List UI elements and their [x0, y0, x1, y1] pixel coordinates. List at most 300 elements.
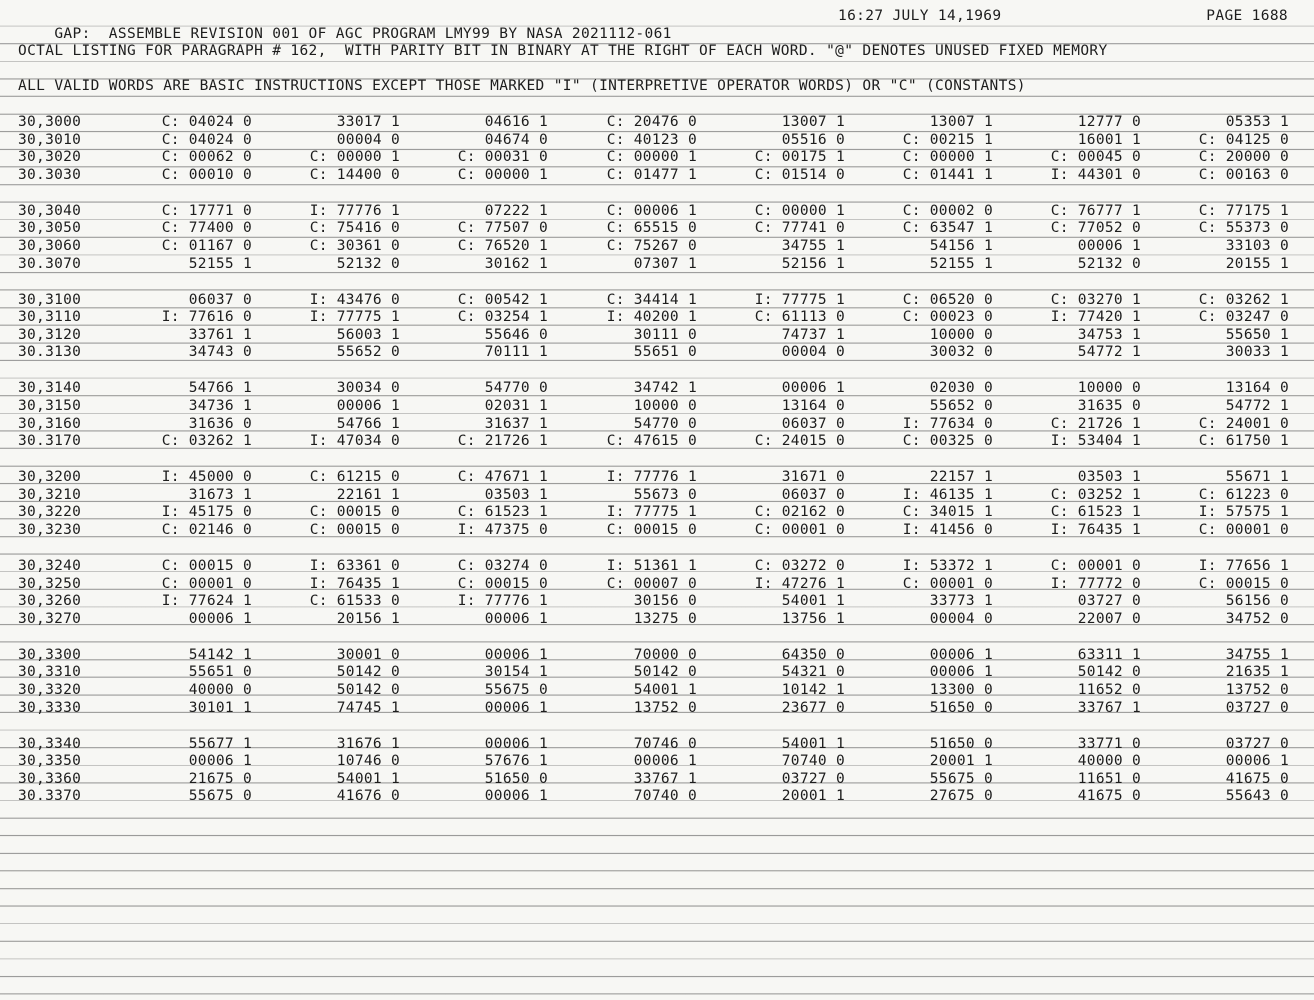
listing-block — [0, 114, 1314, 203]
octal-word: 34752 0 — [1225, 610, 1289, 627]
octal-word: C: 00031 0 — [457, 149, 548, 166]
listing-row — [0, 469, 1314, 487]
listing-row — [0, 788, 1314, 806]
octal-word: 00006 1 — [484, 735, 548, 752]
octal-word: C: 00045 0 — [1050, 149, 1141, 166]
octal-word: 00006 1 — [1077, 237, 1141, 254]
octal-word: I: 45000 0 — [161, 469, 252, 486]
octal-word: 00006 1 — [633, 753, 697, 770]
row-address: 30,3120 — [18, 326, 82, 343]
octal-word: C: 00001 0 — [1050, 557, 1141, 574]
octal-word: C: 00007 0 — [606, 575, 697, 592]
octal-word: C: 00000 1 — [902, 149, 993, 166]
listing-row — [0, 736, 1314, 754]
listing-row — [0, 380, 1314, 398]
octal-word: 54156 1 — [929, 237, 993, 254]
octal-word: 23677 0 — [781, 699, 845, 716]
octal-word: 30154 1 — [484, 664, 548, 681]
octal-word: C: 63547 1 — [902, 220, 993, 237]
octal-word: 00006 1 — [929, 646, 993, 663]
octal-word: 31636 0 — [188, 415, 252, 432]
octal-word: C: 75416 0 — [309, 220, 400, 237]
octal-word: C: 77741 0 — [754, 220, 845, 237]
octal-word: 11652 0 — [1077, 681, 1141, 698]
listing-row — [0, 771, 1314, 789]
octal-word: 31671 0 — [781, 469, 845, 486]
listing-row — [0, 433, 1314, 451]
row-address: 30,3360 — [18, 770, 82, 787]
octal-word: 21675 0 — [188, 770, 252, 787]
octal-word: 05516 0 — [781, 131, 845, 148]
octal-word: 03503 1 — [1077, 469, 1141, 486]
listing-row — [0, 682, 1314, 700]
octal-word: 55651 0 — [633, 344, 697, 361]
listing-row — [0, 238, 1314, 256]
octal-word: C: 76777 1 — [1050, 202, 1141, 219]
octal-word: 51650 0 — [484, 770, 548, 787]
octal-word: 11651 0 — [1077, 770, 1141, 787]
row-address: 30.3030 — [18, 166, 82, 183]
octal-word: C: 00015 0 — [1198, 575, 1289, 592]
octal-word: C: 00001 0 — [902, 575, 993, 592]
octal-word: C: 20000 0 — [1198, 149, 1289, 166]
octal-word: I: 46135 1 — [902, 486, 993, 503]
octal-word: 30162 1 — [484, 255, 548, 272]
octal-word: 57676 1 — [484, 753, 548, 770]
octal-word: 34755 1 — [781, 237, 845, 254]
octal-word: C: 40123 0 — [606, 131, 697, 148]
row-address: 30,3140 — [18, 380, 82, 397]
octal-word: C: 61523 1 — [1050, 504, 1141, 521]
octal-word: C: 02146 0 — [161, 521, 252, 538]
octal-word: 51650 0 — [929, 735, 993, 752]
header-line-1 — [18, 7, 1288, 42]
timestamp: 16:27 JULY 14,1969 — [838, 8, 1002, 24]
listing-row — [0, 487, 1314, 505]
octal-word: 55651 0 — [188, 664, 252, 681]
listing-row — [0, 522, 1314, 540]
octal-word: 50142 0 — [336, 664, 400, 681]
octal-word: 33771 0 — [1077, 735, 1141, 752]
octal-word: 10000 0 — [1077, 380, 1141, 397]
octal-word: I: 44301 0 — [1050, 166, 1141, 183]
row-address: 30,3020 — [18, 149, 82, 166]
octal-word: 41675 0 — [1225, 770, 1289, 787]
octal-word: 00006 1 — [929, 664, 993, 681]
octal-word: 00006 1 — [484, 610, 548, 627]
octal-word: 40000 0 — [188, 681, 252, 698]
row-address: 30,3230 — [18, 521, 82, 538]
octal-word: C: 00002 0 — [902, 202, 993, 219]
octal-word: 33017 1 — [336, 114, 400, 130]
listing-row — [0, 114, 1314, 132]
octal-word: C: 00023 0 — [902, 309, 993, 326]
octal-word: 54772 1 — [1077, 344, 1141, 361]
row-address: 30,3150 — [18, 397, 82, 414]
listing-row — [0, 611, 1314, 629]
octal-word: I: 77776 1 — [606, 469, 697, 486]
octal-word: 54001 1 — [633, 681, 697, 698]
listing-row — [0, 292, 1314, 310]
octal-word: I: 76435 1 — [1050, 521, 1141, 538]
octal-word: 50142 0 — [633, 664, 697, 681]
octal-word: 21635 1 — [1225, 664, 1289, 681]
octal-word: I: 57575 1 — [1198, 504, 1289, 521]
octal-word: 70000 0 — [633, 646, 697, 663]
octal-word: 20001 1 — [929, 753, 993, 770]
octal-word: 00004 0 — [781, 344, 845, 361]
octal-word: C: 65515 0 — [606, 220, 697, 237]
octal-word: C: 77507 0 — [457, 220, 548, 237]
listing-block — [0, 647, 1314, 736]
octal-word: C: 21726 1 — [1050, 415, 1141, 432]
row-address: 30,3320 — [18, 681, 82, 698]
octal-word: 00006 1 — [188, 610, 252, 627]
row-address: 30,3340 — [18, 735, 82, 752]
octal-word: 22157 1 — [929, 469, 993, 486]
octal-word: 06037 0 — [188, 291, 252, 308]
row-address: 30.3370 — [18, 788, 82, 805]
octal-word: C: 61533 0 — [309, 593, 400, 610]
octal-word: C: 00001 0 — [1198, 521, 1289, 538]
row-address: 30,3110 — [18, 309, 82, 326]
octal-word: 05353 1 — [1225, 114, 1289, 130]
listing-row — [0, 593, 1314, 611]
row-address: 30,3040 — [18, 202, 82, 219]
octal-word: I: 51361 1 — [606, 557, 697, 574]
octal-word: 52132 0 — [1077, 255, 1141, 272]
octal-word: 55673 0 — [633, 486, 697, 503]
octal-word: 54001 1 — [336, 770, 400, 787]
octal-word: 55652 0 — [929, 397, 993, 414]
row-address: 30,3220 — [18, 504, 82, 521]
listing-row — [0, 344, 1314, 362]
octal-listing — [0, 114, 1314, 824]
octal-word: 33761 1 — [188, 326, 252, 343]
listing-block — [0, 203, 1314, 292]
octal-word: 54770 0 — [633, 415, 697, 432]
octal-word: C: 00325 0 — [902, 433, 993, 450]
octal-word: 10000 0 — [929, 326, 993, 343]
octal-word: 54001 1 — [781, 735, 845, 752]
listing-row — [0, 700, 1314, 718]
octal-word: I: 43476 0 — [309, 291, 400, 308]
octal-word: C: 34414 1 — [606, 291, 697, 308]
octal-word: 54766 1 — [336, 415, 400, 432]
octal-word: 20155 1 — [1225, 255, 1289, 272]
octal-word: 70740 0 — [633, 788, 697, 805]
octal-word: 10000 0 — [633, 397, 697, 414]
octal-word: C: 00062 0 — [161, 149, 252, 166]
octal-word: 12777 0 — [1077, 114, 1141, 130]
octal-word: I: 47276 1 — [754, 575, 845, 592]
octal-word: 07222 1 — [484, 202, 548, 219]
octal-word: C: 00000 1 — [457, 166, 548, 183]
octal-word: C: 47671 1 — [457, 469, 548, 486]
row-address: 30,3250 — [18, 575, 82, 592]
octal-word: 30156 0 — [633, 593, 697, 610]
octal-word: 10142 1 — [781, 681, 845, 698]
octal-word: C: 00000 1 — [309, 149, 400, 166]
octal-word: C: 02162 0 — [754, 504, 845, 521]
octal-word: 31676 1 — [336, 735, 400, 752]
row-address: 30,3060 — [18, 237, 82, 254]
listing-row — [0, 132, 1314, 150]
octal-word: C: 00001 0 — [161, 575, 252, 592]
octal-word: 41676 0 — [336, 788, 400, 805]
octal-word: C: 03274 0 — [457, 557, 548, 574]
listing-row — [0, 256, 1314, 274]
octal-word: C: 01514 0 — [754, 166, 845, 183]
octal-word: 04674 0 — [484, 131, 548, 148]
octal-word: 55675 0 — [188, 788, 252, 805]
octal-word: C: 04024 0 — [161, 131, 252, 148]
octal-word: I: 77624 1 — [161, 593, 252, 610]
octal-word: C: 04125 0 — [1198, 131, 1289, 148]
listing-row — [0, 203, 1314, 221]
octal-word: 55675 0 — [484, 681, 548, 698]
octal-word: 13164 0 — [1225, 380, 1289, 397]
listing-row — [0, 558, 1314, 576]
row-address: 30,3210 — [18, 486, 82, 503]
row-address: 30,3200 — [18, 469, 82, 486]
octal-word: I: 77775 1 — [309, 309, 400, 326]
octal-word: I: 77634 0 — [902, 415, 993, 432]
octal-word: 70746 0 — [633, 735, 697, 752]
octal-word: C: 77400 0 — [161, 220, 252, 237]
octal-word: I: 77656 1 — [1198, 557, 1289, 574]
listing-row — [0, 504, 1314, 522]
octal-word: 51650 0 — [929, 699, 993, 716]
octal-word: 55671 1 — [1225, 469, 1289, 486]
octal-word: C: 01167 0 — [161, 237, 252, 254]
page-number: PAGE 1688 — [1206, 8, 1288, 24]
octal-word: C: 00006 1 — [606, 202, 697, 219]
octal-word: 54766 1 — [188, 380, 252, 397]
octal-word: 55650 1 — [1225, 326, 1289, 343]
octal-word: 56156 0 — [1225, 593, 1289, 610]
octal-word: 13756 1 — [781, 610, 845, 627]
octal-word: 50142 0 — [1077, 664, 1141, 681]
octal-word: 02031 1 — [484, 397, 548, 414]
row-address: 30,3010 — [18, 131, 82, 148]
octal-word: 54770 0 — [484, 380, 548, 397]
row-address: 30,3160 — [18, 415, 82, 432]
listing-row — [0, 167, 1314, 185]
listing-row — [0, 220, 1314, 238]
octal-word: 13752 0 — [1225, 681, 1289, 698]
octal-word: C: 00542 1 — [457, 291, 548, 308]
listing-row — [0, 327, 1314, 345]
octal-word: C: 00015 0 — [606, 521, 697, 538]
row-address: 30,3350 — [18, 753, 82, 770]
octal-word: 20156 1 — [336, 610, 400, 627]
listing-row — [0, 664, 1314, 682]
octal-word: I: 53404 1 — [1050, 433, 1141, 450]
octal-word: 40000 0 — [1077, 753, 1141, 770]
octal-word: 34743 0 — [188, 344, 252, 361]
octal-word: C: 47615 0 — [606, 433, 697, 450]
octal-word: 52132 0 — [336, 255, 400, 272]
octal-word: C: 00015 0 — [309, 504, 400, 521]
octal-word: 34753 1 — [1077, 326, 1141, 343]
octal-word: 30111 0 — [633, 326, 697, 343]
octal-word: 27675 0 — [929, 788, 993, 805]
octal-word: 54142 1 — [188, 646, 252, 663]
row-address: 30.3130 — [18, 344, 82, 361]
octal-word: C: 00000 1 — [606, 149, 697, 166]
octal-word: 10746 0 — [336, 753, 400, 770]
octal-word: 74745 1 — [336, 699, 400, 716]
listing-row — [0, 647, 1314, 665]
octal-word: C: 00015 0 — [457, 575, 548, 592]
octal-word: C: 00175 1 — [754, 149, 845, 166]
octal-word: C: 77175 1 — [1198, 202, 1289, 219]
octal-word: 13275 0 — [633, 610, 697, 627]
octal-word: 34736 1 — [188, 397, 252, 414]
octal-word: I: 77775 1 — [754, 291, 845, 308]
listing-block — [0, 469, 1314, 558]
octal-word: 00006 1 — [1225, 753, 1289, 770]
listing-row — [0, 309, 1314, 327]
octal-word: 54001 1 — [781, 593, 845, 610]
octal-word: 00006 1 — [188, 753, 252, 770]
octal-word: 00006 1 — [484, 646, 548, 663]
octal-word: I: 76435 1 — [309, 575, 400, 592]
octal-word: C: 24001 0 — [1198, 415, 1289, 432]
octal-word: 06037 0 — [781, 415, 845, 432]
octal-word: C: 00015 0 — [309, 521, 400, 538]
octal-word: 03503 1 — [484, 486, 548, 503]
octal-word: 13007 1 — [929, 114, 993, 130]
octal-word: 52155 1 — [929, 255, 993, 272]
octal-word: 70740 0 — [781, 753, 845, 770]
octal-word: C: 20476 0 — [606, 114, 697, 130]
octal-word: C: 77052 0 — [1050, 220, 1141, 237]
octal-word: C: 00000 1 — [754, 202, 845, 219]
octal-word: I: 40200 1 — [606, 309, 697, 326]
octal-word: C: 03262 1 — [161, 433, 252, 450]
row-address: 30,3310 — [18, 664, 82, 681]
octal-word: C: 76520 1 — [457, 237, 548, 254]
octal-word: 00004 0 — [929, 610, 993, 627]
listing-row — [0, 576, 1314, 594]
octal-word: C: 00015 0 — [161, 557, 252, 574]
listing-block — [0, 736, 1314, 825]
octal-word: C: 17771 0 — [161, 202, 252, 219]
octal-word: C: 34015 1 — [902, 504, 993, 521]
listing-row — [0, 416, 1314, 434]
octal-word: 54772 1 — [1225, 397, 1289, 414]
octal-word: 33767 1 — [1077, 699, 1141, 716]
listing-block — [0, 380, 1314, 469]
row-address: 30,3260 — [18, 593, 82, 610]
octal-word: 30032 0 — [929, 344, 993, 361]
octal-word: 00006 1 — [484, 699, 548, 716]
row-address: 30.3170 — [18, 433, 82, 450]
octal-word: I: 47034 0 — [309, 433, 400, 450]
octal-word: I: 47375 0 — [457, 521, 548, 538]
octal-word: C: 61750 1 — [1198, 433, 1289, 450]
octal-word: 52155 1 — [188, 255, 252, 272]
octal-word: 30034 0 — [336, 380, 400, 397]
octal-word: 06037 0 — [781, 486, 845, 503]
octal-word: C: 75267 0 — [606, 237, 697, 254]
octal-word: C: 00215 1 — [902, 131, 993, 148]
octal-word: 63311 1 — [1077, 646, 1141, 663]
octal-word: 52156 1 — [781, 255, 845, 272]
row-address: 30,3330 — [18, 699, 82, 716]
octal-word: 13300 0 — [929, 681, 993, 698]
octal-word: 31673 1 — [188, 486, 252, 503]
octal-word: C: 61113 0 — [754, 309, 845, 326]
octal-word: I: 77420 1 — [1050, 309, 1141, 326]
header-line-2: OCTAL LISTING FOR PARAGRAPH # 162, WITH PARITY BIT IN BINARY AT THE RIGHT OF EACH WORD. "@" DENOTES UNUSED FIXED MEMORY — [18, 43, 1108, 59]
octal-word: C: 21726 1 — [457, 433, 548, 450]
octal-word: 34742 1 — [633, 380, 697, 397]
octal-word: C: 04024 0 — [161, 114, 252, 130]
octal-word: 00006 1 — [336, 397, 400, 414]
octal-word: C: 03272 0 — [754, 557, 845, 574]
octal-word: 55652 0 — [336, 344, 400, 361]
octal-word: 03727 0 — [1225, 735, 1289, 752]
octal-word: C: 30361 0 — [309, 237, 400, 254]
octal-word: C: 00001 0 — [754, 521, 845, 538]
listing-row — [0, 753, 1314, 771]
octal-word: 64350 0 — [781, 646, 845, 663]
octal-word: C: 03247 0 — [1198, 309, 1289, 326]
octal-word: 30001 0 — [336, 646, 400, 663]
octal-word: 30101 1 — [188, 699, 252, 716]
octal-word: 34755 1 — [1225, 646, 1289, 663]
row-address: 30,3000 — [18, 114, 82, 130]
row-address: 30,3100 — [18, 291, 82, 308]
octal-word: 41675 0 — [1077, 788, 1141, 805]
octal-word: 55646 0 — [484, 326, 548, 343]
octal-word: I: 45175 0 — [161, 504, 252, 521]
octal-word: I: 63361 0 — [309, 557, 400, 574]
octal-word: 13164 0 — [781, 397, 845, 414]
octal-word: 13007 1 — [781, 114, 845, 130]
octal-word: C: 61223 0 — [1198, 486, 1289, 503]
octal-word: C: 03254 1 — [457, 309, 548, 326]
assembly-title: GAP: ASSEMBLE REVISION 001 OF AGC PROGRAM LMY99 BY NASA 2021112-061 — [54, 26, 672, 42]
octal-word: 03727 0 — [1225, 699, 1289, 716]
octal-word: C: 61215 0 — [309, 469, 400, 486]
octal-word: 55677 1 — [188, 735, 252, 752]
octal-word: 07307 1 — [633, 255, 697, 272]
octal-word: 33773 1 — [929, 593, 993, 610]
octal-word: 31635 0 — [1077, 397, 1141, 414]
octal-word: I: 77775 1 — [606, 504, 697, 521]
octal-word: 02030 0 — [929, 380, 993, 397]
octal-word: I: 77616 0 — [161, 309, 252, 326]
octal-word: C: 03262 1 — [1198, 291, 1289, 308]
listing-row — [0, 149, 1314, 167]
octal-word: 54321 0 — [781, 664, 845, 681]
octal-word: 50142 0 — [336, 681, 400, 698]
octal-word: C: 00010 0 — [161, 166, 252, 183]
row-address: 30,3300 — [18, 646, 82, 663]
octal-word: 03727 0 — [781, 770, 845, 787]
octal-word: C: 06520 0 — [902, 291, 993, 308]
header-line-3: ALL VALID WORDS ARE BASIC INSTRUCTIONS EXCEPT THOSE MARKED "I" (INTERPRETIVE OPERATOR WORDS) OR "C" (CONSTANTS) — [18, 78, 1026, 94]
octal-word: 20001 1 — [781, 788, 845, 805]
octal-word: 00006 1 — [781, 380, 845, 397]
octal-word: I: 77772 0 — [1050, 575, 1141, 592]
octal-word: 33103 0 — [1225, 237, 1289, 254]
octal-word: 13752 0 — [633, 699, 697, 716]
